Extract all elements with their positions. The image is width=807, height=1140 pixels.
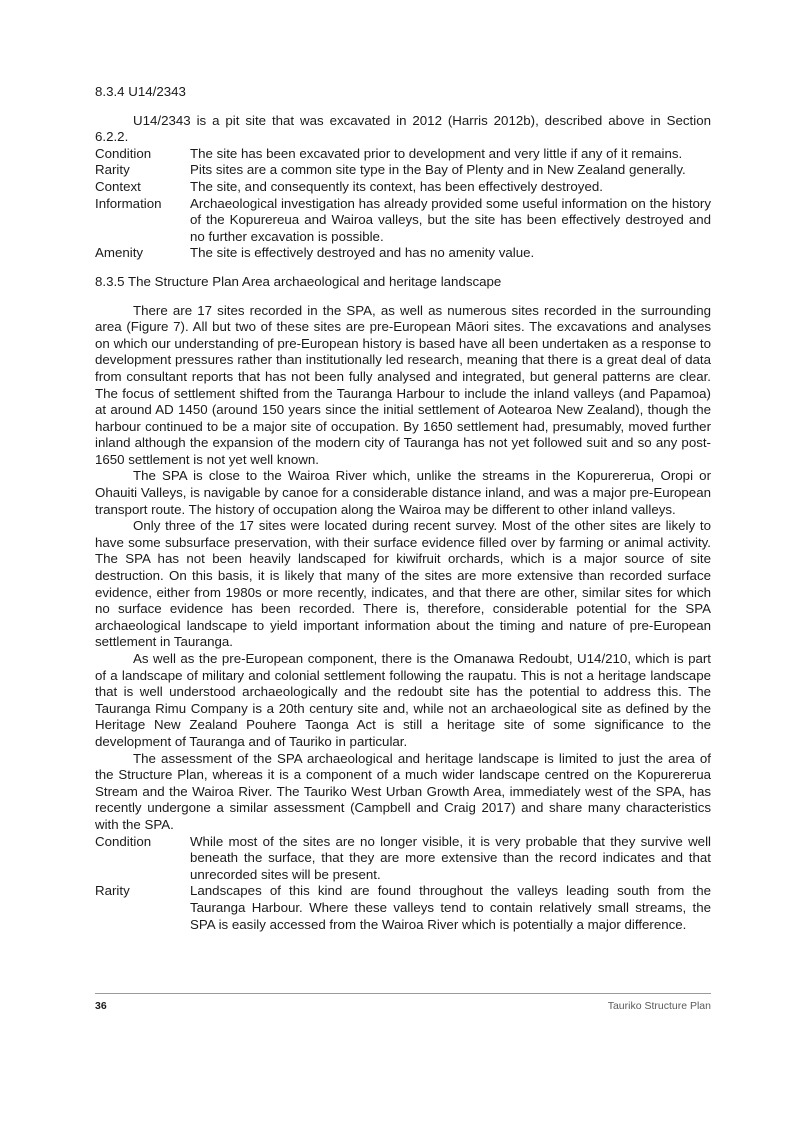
assessment-term: Information (95, 195, 162, 211)
assessment-term: Amenity (95, 245, 144, 261)
assessment-description: Landscapes of this kind are found throughout the valleys leading south from the Tauranga Harbour. Where these valleys tend to contain relatively small streams, the SPA is easily accessed from the Wairoa River which is potentially a major difference. (190, 883, 711, 932)
assessment-description: While most of the sites are no longer visible, it is very probable that they survive well beneath the surface, that they are more extensive than the record indicates and that unrecorded sites will be present. (190, 833, 711, 882)
assessment-description: Archaeological investigation has already provided some useful information on the history of the Kopurereua and Wairoa valleys, but the site has been effectively destroyed and no further excavation is possible. (190, 195, 711, 244)
assessment-description: The site has been excavated prior to development and very little if any of it remains. (190, 145, 683, 161)
assessment-term: Context (95, 178, 141, 194)
assessment-row (95, 162, 711, 179)
running-footer-title: Tauriko Structure Plan (607, 1000, 711, 1012)
assessment-row (95, 834, 711, 884)
assessment-row (95, 196, 711, 246)
body-paragraph: There are 17 sites recorded in the SPA, as well as numerous sites recorded in the surrounding area (Figure 7). All but two of these sites are pre-European Māori sites. The excavations and analyses on which our understanding of pre-European history is based have all been undertaken as a response to development pressures rather than institutionally led research, meaning that there is a great deal of data from consultant reports that has not been fully analysed and integrated, but general patterns are clear. The focus of settlement shifted from the Tauranga Harbour to include the inland valleys (and Papamoa) at around AD 1450 (around 150 years since the initial settlement of Aotearoa New Zealand), though the harbour continued to be a major site of occupation. By 1650 settlement had, presumably, moved further inland although the expansion of the modern city of Tauranga has not yet followed suit and so any post-1650 settlement is not yet well known. (95, 302, 711, 467)
body-paragraph: The SPA is close to the Wairoa River which, unlike the streams in the Kopurererua, Oropi or Ohauiti Valleys, is navigable by canoe for a considerable distance inland, and was a major pre-European transport route. The history of occupation along the Wairoa may be different to other inland valleys. (95, 468, 711, 517)
assessment-row (95, 245, 711, 262)
assessment-description: Pits sites are a common site type in the Bay of Plenty and in New Zealand generally. (190, 162, 686, 178)
page-body (95, 84, 711, 933)
assessment-row (95, 146, 711, 163)
assessment-term: Rarity (95, 883, 130, 899)
assessment-term: Rarity (95, 162, 130, 178)
assessment-table-landscape (95, 834, 711, 934)
assessment-description: The site is effectively destroyed and has no amenity value. (190, 245, 535, 261)
section-intro-paragraph: U14/2343 is a pit site that was excavated in 2012 (Harris 2012b), described above in Section 6.2.2. (95, 112, 711, 145)
assessment-row (95, 179, 711, 196)
body-paragraph: As well as the pre-European component, there is the Omanawa Redoubt, U14/210, which is part of a landscape of military and colonial settlement following the raupatu. This is not a heritage landscape that is well understood archaeologically and the redoubt site has the potential to address this. The Tauranga Rimu Company is a 20th century site and, while not an archaeological site as defined by the Heritage New Zealand Pouhere Taonga Act is still a heritage site of some significance to the development of Tauranga and of Tauriko in particular. (95, 651, 711, 749)
section-heading-8-3-5: 8.3.5 The Structure Plan Area archaeological and heritage landscape (95, 273, 502, 289)
body-paragraph: Only three of the 17 sites were located during recent survey. Most of the other sites are likely to have some subsurface preservation, with their surface evidence filled over by farming or animal activity. The SPA has not been heavily landscaped for kiwifruit orchards, which is a major source of site destruction. On this basis, it is likely that many of the sites are more extensive than recorded surface evidence, either from 1980s or more recently, indicates, and that there are other, similar sites for which no surface evidence has been recorded. There is, therefore, considerable potential for the SPA archaeological landscape to yield important information about the timing and nature of pre-European settlement in Tauranga. (95, 518, 711, 650)
assessment-table-u14-2343 (95, 146, 711, 262)
assessment-term: Condition (95, 145, 152, 161)
section-heading-8-3-4: 8.3.4 U14/2343 (95, 84, 186, 99)
body-paragraph: The assessment of the SPA archaeological and heritage landscape is limited to just the area of the Structure Plan, whereas it is a component of a much wider landscape centred on the Kopurererua Stream and the Wairoa River. The Tauriko West Urban Growth Area, immediately west of the SPA, has recently undergone a similar assessment (Campbell and Craig 2017) and share many characteristics with the SPA. (95, 750, 711, 832)
assessment-term: Condition (95, 833, 152, 849)
assessment-description: The site, and consequently its context, has been effectively destroyed. (190, 178, 603, 194)
assessment-row (95, 883, 711, 933)
page-number: 36 (95, 1000, 107, 1012)
footer-divider (95, 993, 711, 994)
